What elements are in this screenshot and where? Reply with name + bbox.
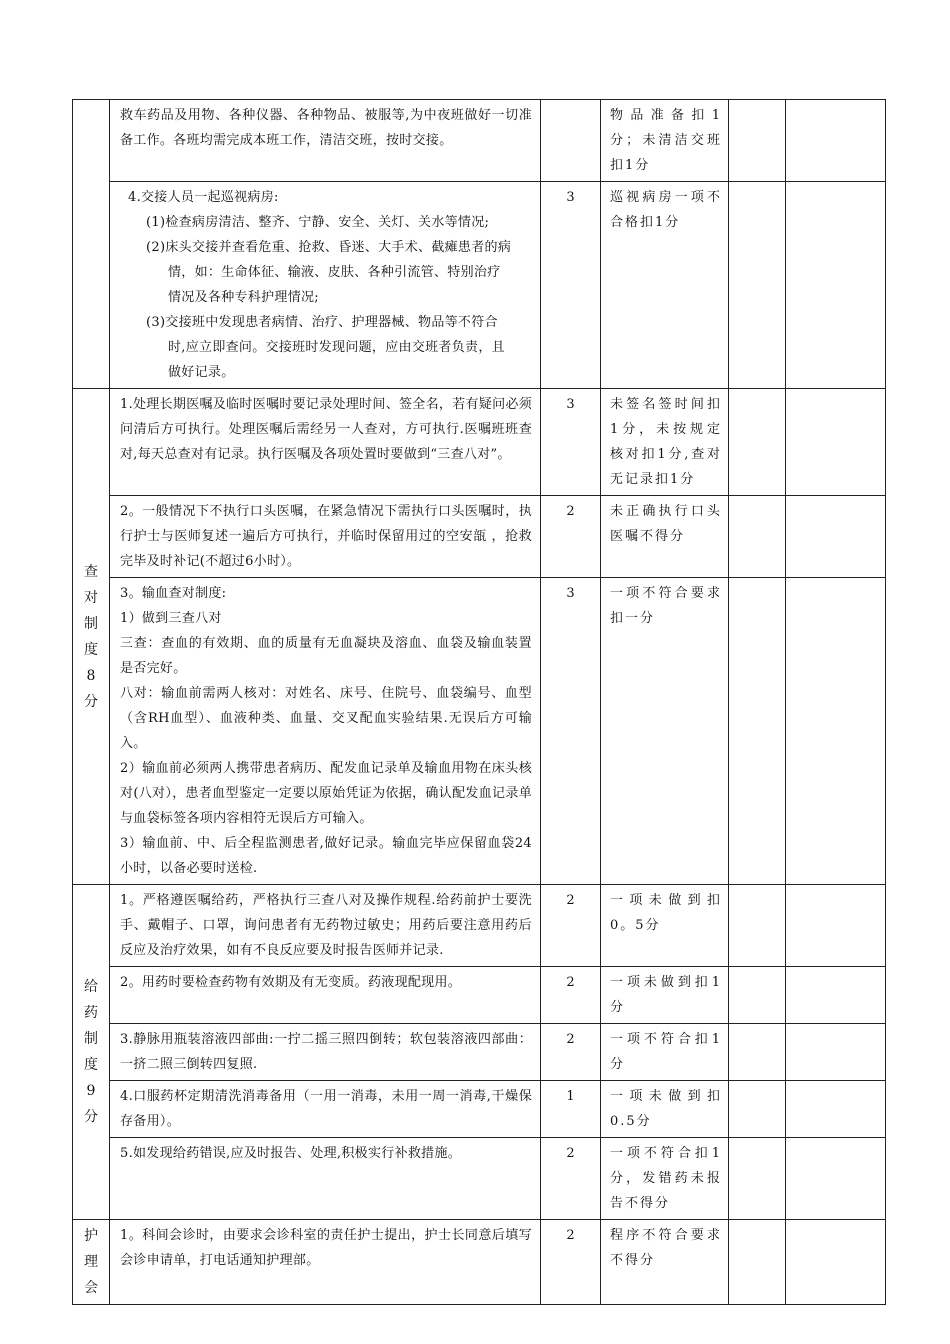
item-criteria: 未正确执行口头医嘱不得分 [601,496,729,578]
assessment-table [72,99,886,1305]
content-line: (3)交接班中发现患者病情、治疗、护理器械、物品等不符合 [146,315,498,330]
item-criteria: 一项未做到扣0。5分 [601,885,729,967]
item-content [110,578,541,885]
item-criteria: 一项未做到扣0.5分 [601,1081,729,1138]
blank-cell [786,100,886,182]
item-criteria: 巡视病房一项不合格扣1分 [601,182,729,389]
item-criteria: 一项不符合扣1分 [601,1024,729,1081]
item-content: 5.如发现给药错误,应及时报告、处理,积极实行补救措施。 [110,1138,541,1220]
table-row [73,1138,886,1220]
item-score: 3 [541,578,601,885]
category-label: 查对制度8分 [73,389,110,885]
blank-cell [729,1024,786,1081]
blank-cell [786,496,886,578]
content-line: (1)检查病房清洁、整齐、宁静、安全、关灯、关水等情况; [146,215,490,230]
blank-cell [786,1220,886,1305]
content-line: 情，如：生命体征、输液、皮肤、各种引流管、特别治疗 [168,265,501,280]
category-label: 给药制度9分 [73,885,110,1220]
table-row [73,1081,886,1138]
item-content: 3.静脉用瓶装溶液四部曲:一拧二摇三照四倒转；软包装溶液四部曲：一挤二照三倒转四复照. [110,1024,541,1081]
item-score: 2 [541,1220,601,1305]
table-row [73,578,886,885]
item-criteria: 程序不符合要求不得分 [601,1220,729,1305]
content-line: 情况及各种专科护理情况; [168,290,319,305]
item-content: 2。一般情况下不执行口头医嘱，在紧急情况下需执行口头医嘱时，执行护士与医师复述一遍后方可执行，并临时保留用过的空安瓿 ，抢救完毕及时补记(不超过6小时）。 [110,496,541,578]
item-content [110,182,541,389]
item-score: 2 [541,967,601,1024]
table-row [73,496,886,578]
table-row [73,389,886,496]
item-criteria: 一项不符合扣1分，发错药未报告不得分 [601,1138,729,1220]
table-row [73,1024,886,1081]
table-row [73,100,886,182]
item-score: 2 [541,496,601,578]
content-line: 1）做到三查八对 [120,611,222,626]
item-score: 2 [541,885,601,967]
blank-cell [729,496,786,578]
table-row [73,885,886,967]
blank-cell [729,1081,786,1138]
item-content: 1。严格遵医嘱给药，严格执行三查八对及操作规程.给药前护士要洗手、戴帽子、口罩，询问患者有无药物过敏史；用药后要注意用药后反应及治疗效果，如有不良反应要及时报告医师并记录. [110,885,541,967]
content-line: 三查：查血的有效期、血的质量有无血凝块及溶血、血袋及输血装置是否完好。 [120,636,532,676]
blank-cell [786,1081,886,1138]
category-cell [73,100,110,389]
item-score: 2 [541,1138,601,1220]
table-row [73,182,886,389]
item-content: 2。用药时要检查药物有效期及有无变质。药液现配现用。 [110,967,541,1024]
item-score: 1 [541,1081,601,1138]
item-score: 3 [541,182,601,389]
table-row [73,1220,886,1305]
blank-cell [729,967,786,1024]
blank-cell [729,100,786,182]
item-score: 3 [541,389,601,496]
blank-cell [786,182,886,389]
blank-cell [729,885,786,967]
item-content: 1。科间会诊时，由要求会诊科室的责任护士提出，护士长同意后填写会诊申请单，打电话通知护理部。 [110,1220,541,1305]
blank-cell [786,967,886,1024]
category-label: 护理会 [73,1220,110,1305]
blank-cell [729,1138,786,1220]
item-content: 救车药品及用物、各种仪器、各种物品、被服等,为中夜班做好一切准备工作。各班均需完成本班工作，清洁交班，按时交接。 [110,100,541,182]
content-line: 3。输血查对制度: [120,586,227,601]
blank-cell [786,578,886,885]
item-score [541,100,601,182]
item-criteria: 一项不符合要求扣一分 [601,578,729,885]
content-line: 八对：输血前需两人核对：对姓名、床号、住院号、血袋编号、血型（含RH血型）、血液种类、血量、交叉配血实验结果.无误后方可输入。 [120,686,532,751]
blank-cell [729,1220,786,1305]
content-line: (2)床头交接并查看危重、抢救、昏迷、大手术、截瘫患者的病 [146,240,512,255]
item-content: 1.处理长期医嘱及临时医嘱时要记录处理时间、签全名，若有疑问必须问清后方可执行。处理医嘱后需经另一人查对，方可执行.医嘱班班查对,每天总查对有记录。执行医嘱及各项处置时要做到“三查八对”。 [110,389,541,496]
blank-cell [786,885,886,967]
item-score: 2 [541,1024,601,1081]
content-line: 做好记录。 [168,365,235,380]
content-line: 3）输血前、中、后全程监测患者,做好记录。输血完毕应保留血袋24小时，以备必要时送检. [120,836,532,876]
content-line: 时,应立即查问。交接班时发现问题，应由交班者负责，且 [168,340,505,355]
table-row [73,967,886,1024]
content-line: 4.交接人员一起巡视病房: [128,190,279,205]
item-criteria: 未签名签时间扣1分，未按规定核对扣1分,查对无记录扣1分 [601,389,729,496]
blank-cell [786,389,886,496]
item-content: 4.口服药杯定期清洗消毒备用（一用一消毒，未用一周一消毒,干燥保存备用）。 [110,1081,541,1138]
blank-cell [729,182,786,389]
content-line: 2）输血前必须两人携带患者病历、配发血记录单及输血用物在床头核对(八对），患者血型鉴定一定要以原始凭证为依据，确认配发血记录单与血袋标签各项内容相符无误后方可输入。 [120,761,532,826]
item-criteria: 物品准备扣1分；未清洁交班扣1分 [601,100,729,182]
blank-cell [729,389,786,496]
blank-cell [729,578,786,885]
item-criteria: 一项未做到扣1分 [601,967,729,1024]
blank-cell [786,1138,886,1220]
blank-cell [786,1024,886,1081]
